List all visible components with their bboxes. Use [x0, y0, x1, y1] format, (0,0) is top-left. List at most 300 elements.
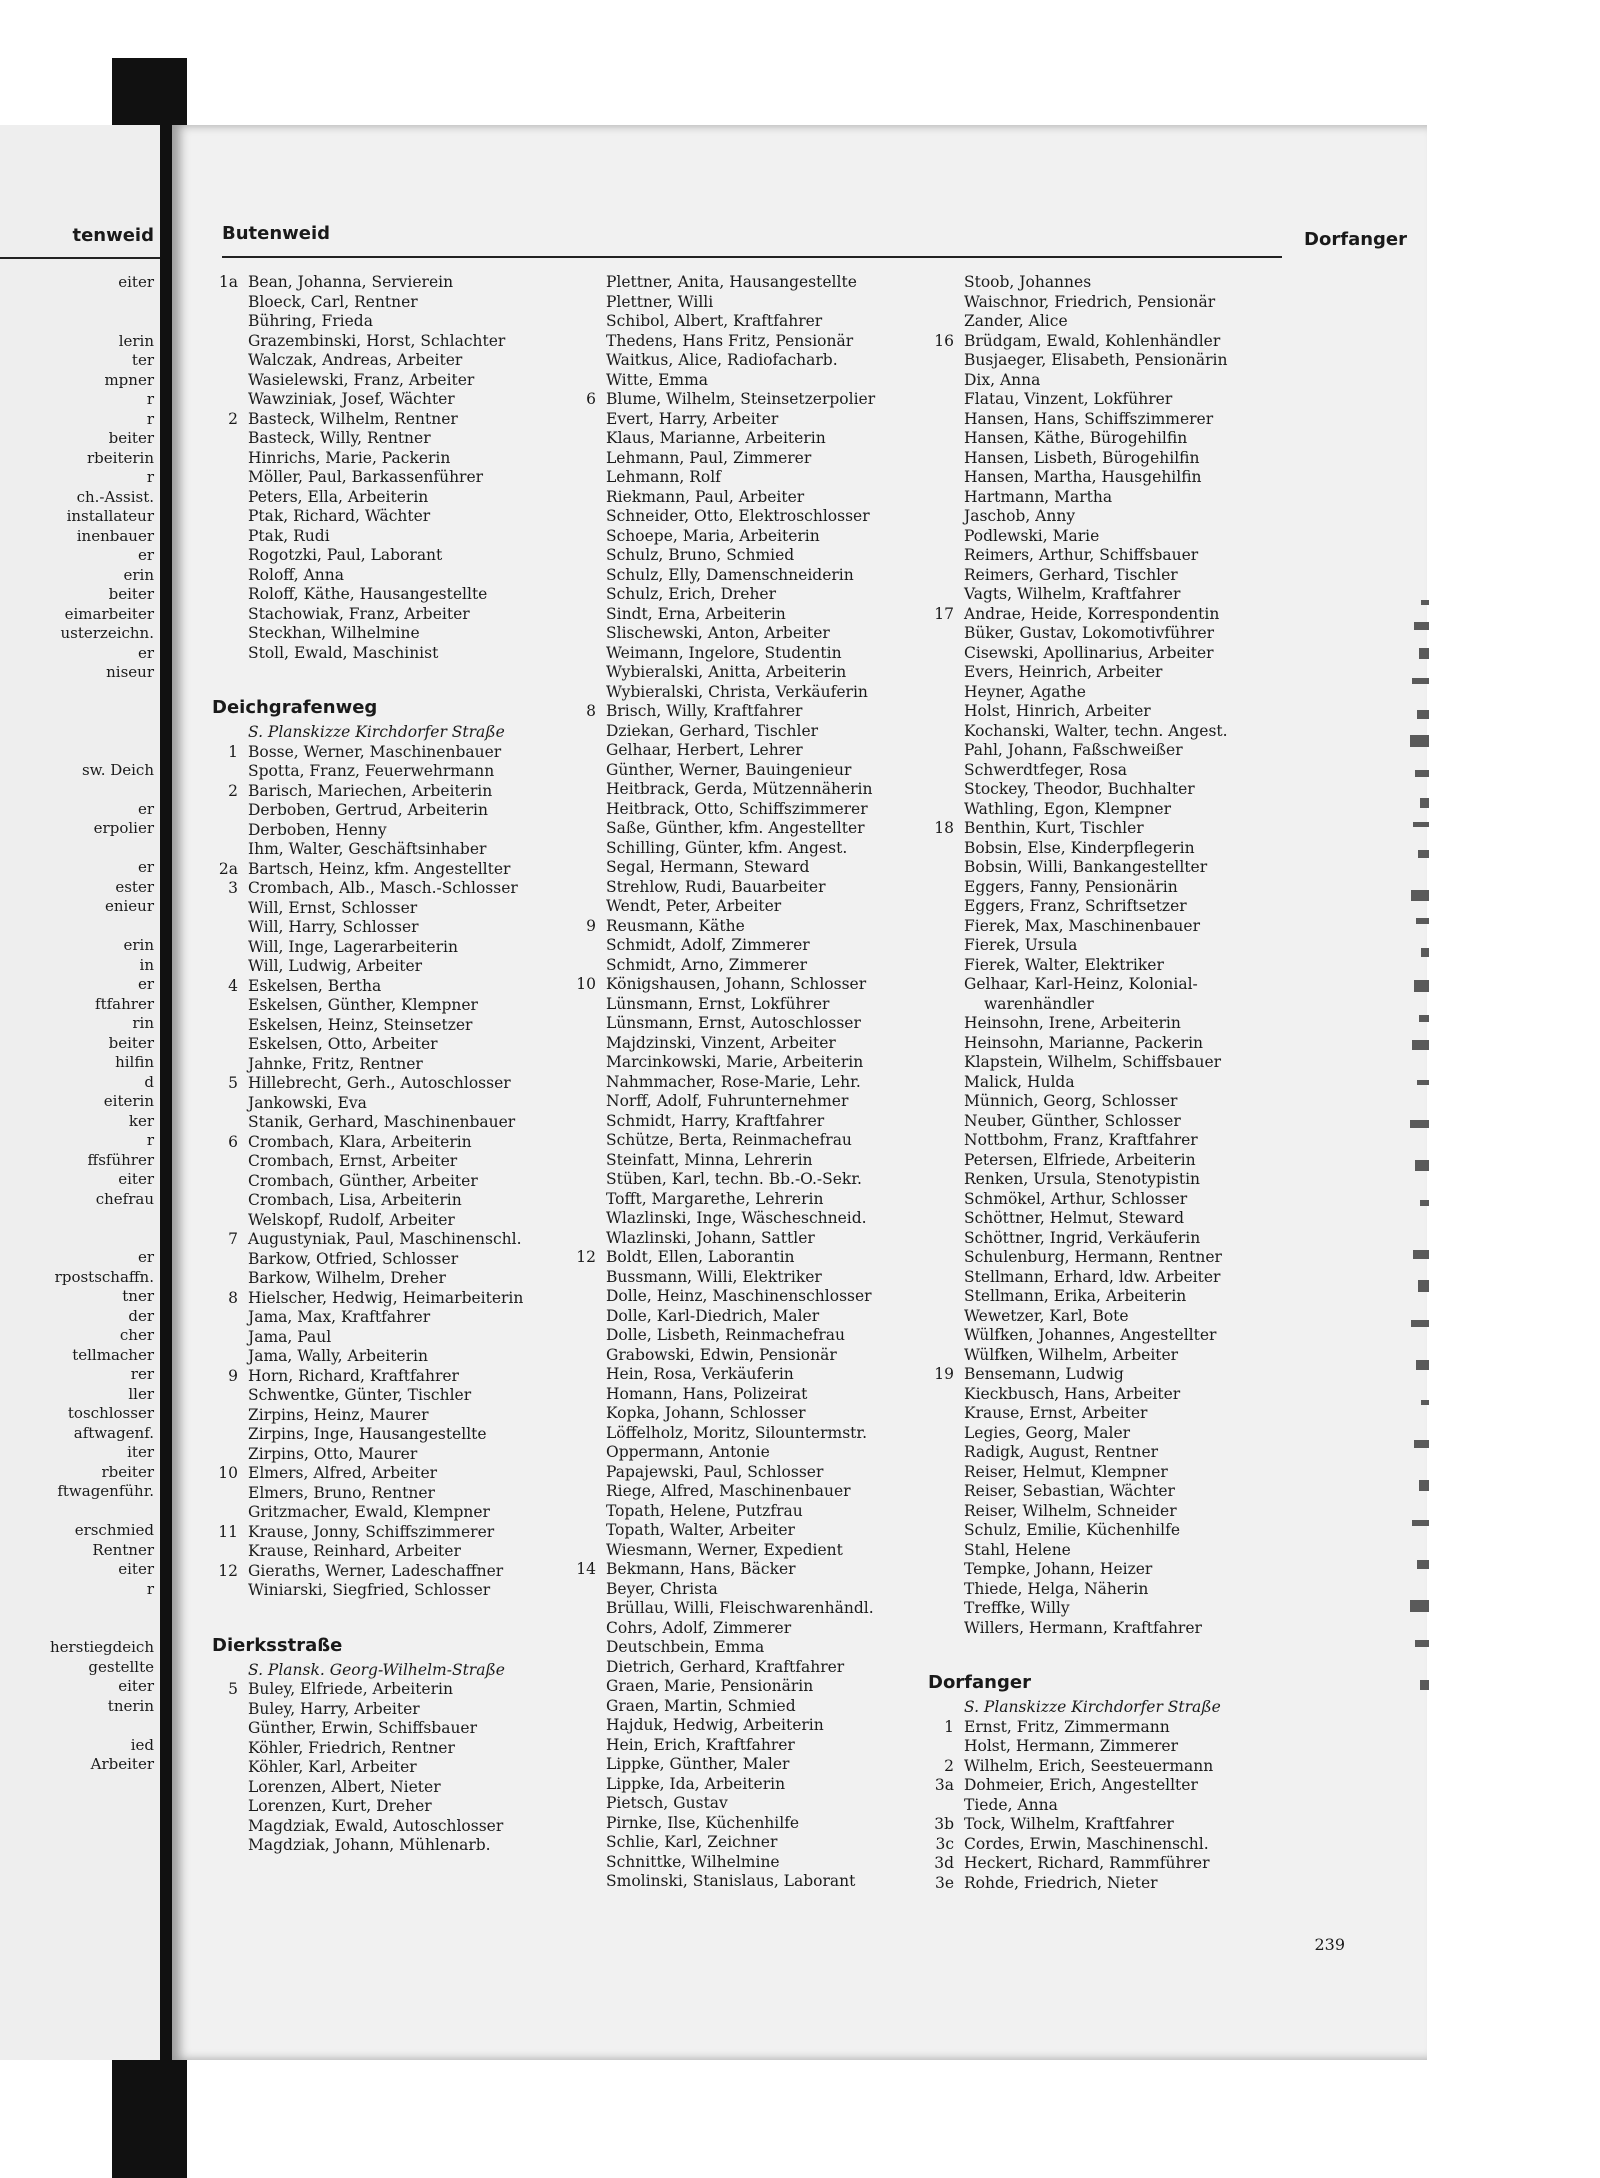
resident-entry [570, 1131, 915, 1151]
resident-entry [570, 1326, 915, 1346]
resident-name-occupation: Malick, Hulda [964, 1072, 1075, 1091]
bleed-mark [1416, 918, 1429, 924]
resident-name-occupation: Pahl, Johann, Faßschweißer [964, 741, 1183, 759]
resident-entry [212, 801, 557, 821]
resident-name-occupation: Grabowski, Edwin, Pensionär [606, 1345, 837, 1364]
resident-name-occupation: Cordes, Erwin, Maschinenschl. [964, 1834, 1209, 1853]
resident-name-occupation: Flatau, Vinzent, Lokführer [964, 390, 1173, 408]
resident-entry [928, 702, 1288, 722]
resident-name-occupation: Topath, Walter, Arbeiter [606, 1521, 795, 1539]
resident-name-occupation: Graen, Marie, Pensionärin [606, 1677, 814, 1695]
resident-entry [928, 312, 1288, 332]
resident-name-occupation: Schoepe, Maria, Arbeiterin [606, 526, 820, 545]
resident-entry [570, 702, 915, 722]
resident-name-occupation: Norff, Adolf, Fuhrunternehmer [606, 1092, 849, 1110]
running-head-right: Dorfanger [1304, 229, 1407, 250]
left-page-fragment-line: installateur [66, 507, 154, 525]
resident-entry [212, 1386, 557, 1406]
resident-name-occupation: Bobsin, Else, Kinderpflegerin [964, 838, 1195, 857]
resident-entry [928, 1560, 1288, 1580]
resident-name-occupation: Heitbrack, Otto, Schiffszimmerer [606, 799, 868, 818]
resident-name-occupation: Beyer, Christa [606, 1579, 718, 1598]
house-number: 19 [934, 1365, 954, 1383]
left-page-fragment-line: er [137, 1248, 154, 1266]
resident-entry [570, 1209, 915, 1229]
resident-entry [570, 449, 915, 469]
resident-name-occupation: Hartmann, Martha [964, 487, 1113, 506]
left-page-fragment-line: er [137, 643, 154, 662]
resident-name-occupation: Jahnke, Fritz, Rentner [248, 1054, 423, 1073]
resident-entry [212, 1464, 557, 1484]
resident-entry [212, 1758, 557, 1778]
resident-entry [570, 410, 915, 430]
resident-entry [928, 819, 1288, 839]
resident-entry [212, 1172, 557, 1192]
resident-name-occupation: Holst, Hinrich, Arbeiter [964, 702, 1151, 720]
resident-entry [928, 1815, 1288, 1835]
left-page-fragment-line: erin [123, 936, 154, 954]
resident-name-occupation: Podlewski, Marie [964, 526, 1100, 545]
resident-entry [212, 1152, 557, 1172]
resident-entry [570, 332, 915, 352]
resident-entry [570, 1112, 915, 1132]
resident-name-occupation: Dolle, Heinz, Maschinenschlosser [606, 1287, 872, 1305]
house-number: 9 [228, 1366, 238, 1385]
resident-entry [212, 644, 557, 664]
resident-name-occupation: Busjaeger, Elisabeth, Pensionärin [964, 351, 1228, 369]
resident-name-occupation: Gieraths, Werner, Ladeschaffner [248, 1561, 504, 1580]
resident-entry [570, 1404, 915, 1424]
bleed-mark [1421, 600, 1429, 605]
resident-name-occupation: Kieckbusch, Hans, Arbeiter [964, 1384, 1181, 1403]
resident-name-occupation: Münnich, Georg, Schlosser [964, 1092, 1178, 1110]
left-page-fragment-line: ffsführer [87, 1150, 154, 1169]
header-rule [222, 256, 1282, 258]
resident-entry [928, 1580, 1288, 1600]
resident-entry [928, 936, 1288, 956]
resident-name-occupation: Reiser, Helmut, Klempner [964, 1462, 1168, 1481]
resident-name-occupation: Gelhaar, Karl-Heinz, Kolonial- [964, 975, 1198, 993]
resident-name-occupation: Stockey, Theodor, Buchhalter [964, 780, 1195, 798]
resident-name-occupation: Segal, Hermann, Steward [606, 858, 810, 876]
resident-entry [570, 761, 915, 781]
resident-name-occupation: Günther, Werner, Bauingenieur [606, 760, 852, 779]
house-number: 14 [576, 1560, 596, 1578]
resident-name-occupation: Homann, Hans, Polizeirat [606, 1384, 808, 1403]
house-number: 5 [228, 1680, 238, 1698]
left-page-fragment-line: aftwagenf. [73, 1423, 154, 1442]
resident-entry [570, 722, 915, 742]
resident-name-occupation: Gelhaar, Herbert, Lehrer [606, 741, 803, 759]
resident-entry [212, 371, 557, 391]
bleed-mark [1415, 1640, 1429, 1647]
resident-name-occupation: Brüdgam, Ewald, Kohlenhändler [964, 331, 1221, 350]
left-page-fragment-line: r [146, 468, 154, 486]
resident-entry [570, 1248, 915, 1268]
resident-entry [928, 1346, 1288, 1366]
left-page-fragment-line: er [137, 546, 154, 564]
resident-entry [928, 741, 1288, 761]
left-page-fragment-line: mpner [104, 370, 154, 389]
resident-entry [570, 1034, 915, 1054]
house-number: 4 [228, 976, 238, 995]
resident-name-occupation: Benthin, Kurt, Tischler [964, 819, 1144, 837]
resident-name-occupation: Lorenzen, Albert, Nieter [248, 1777, 441, 1796]
resident-entry [212, 1406, 557, 1426]
resident-name-occupation: Barkow, Wilhelm, Dreher [248, 1269, 446, 1287]
resident-entry [928, 1209, 1288, 1229]
resident-name-occupation: Crombach, Günther, Arbeiter [248, 1171, 478, 1190]
section-gap [212, 1601, 557, 1627]
resident-entry [570, 312, 915, 332]
resident-name-occupation: Crombach, Ernst, Arbeiter [248, 1152, 458, 1170]
resident-entry [928, 1326, 1288, 1346]
resident-name-occupation: Bekmann, Hans, Bäcker [606, 1560, 796, 1578]
resident-entry [570, 429, 915, 449]
resident-name-occupation: Schulz, Elly, Damenschneiderin [606, 565, 854, 584]
resident-name-occupation: Brüllau, Willi, Fleischwarenhändl. [606, 1599, 874, 1617]
left-page-fragment-line: rbeiterin [87, 448, 154, 467]
left-page-fragment-line: hilfin [115, 1053, 154, 1071]
resident-entry [928, 800, 1288, 820]
resident-entry [570, 1677, 915, 1697]
resident-name-occupation: Schulz, Bruno, Schmied [606, 546, 795, 564]
resident-entry [212, 546, 557, 566]
resident-name-occupation: Fierek, Walter, Elektriker [964, 955, 1164, 974]
resident-name-occupation: Schmidt, Arno, Zimmerer [606, 955, 808, 974]
resident-entry [212, 312, 557, 332]
resident-entry [928, 1248, 1288, 1268]
left-page-fragment-line: ester [115, 877, 154, 896]
house-number: 3 [228, 879, 238, 897]
resident-name-occupation: Reimers, Gerhard, Tischler [964, 565, 1178, 584]
resident-name-occupation: Spotta, Franz, Feuerwehrmann [248, 762, 495, 780]
bleed-mark [1415, 770, 1429, 777]
house-number: 2 [944, 1756, 954, 1775]
resident-entry [570, 1073, 915, 1093]
resident-entry [212, 879, 557, 899]
resident-entry [212, 938, 557, 958]
resident-name-occupation: Topath, Helene, Putzfrau [606, 1501, 803, 1520]
resident-name-occupation: Willers, Hermann, Kraftfahrer [964, 1618, 1202, 1637]
resident-entry [212, 351, 557, 371]
resident-entry [928, 761, 1288, 781]
resident-name-occupation: Papajewski, Paul, Schlosser [606, 1462, 824, 1481]
plan-reference: S. Planskizze Kirchdorfer Straße [248, 723, 505, 741]
resident-name-occupation: Stachowiak, Franz, Arbeiter [248, 604, 470, 623]
resident-name-occupation: Hansen, Hans, Schiffszimmerer [964, 409, 1214, 428]
resident-entry [570, 1560, 915, 1580]
resident-name-occupation: Hillebrecht, Gerh., Autoschlosser [248, 1074, 511, 1092]
resident-entry [928, 1385, 1288, 1405]
resident-entry [928, 468, 1288, 488]
resident-name-occupation: Schlie, Karl, Zeichner [606, 1833, 778, 1851]
resident-name-occupation: Wlazlinski, Inge, Wäscheschneid. [606, 1209, 867, 1227]
resident-entry [570, 663, 915, 683]
bleed-mark [1419, 1480, 1429, 1491]
resident-entry [570, 546, 915, 566]
resident-entry [212, 1719, 557, 1739]
resident-entry [928, 273, 1288, 293]
resident-name-occupation: Crombach, Lisa, Arbeiterin [248, 1191, 462, 1209]
resident-name-occupation: Reiser, Sebastian, Wächter [964, 1482, 1175, 1500]
resident-entry [212, 449, 557, 469]
resident-name-occupation: Krause, Jonny, Schiffszimmerer [248, 1522, 495, 1541]
resident-entry [570, 1736, 915, 1756]
resident-name-occupation: Stoll, Ewald, Maschinist [248, 643, 439, 662]
resident-name-occupation: Zirpins, Otto, Maurer [248, 1444, 418, 1463]
resident-entry [928, 488, 1288, 508]
resident-entry [212, 1367, 557, 1387]
bleed-mark [1414, 980, 1429, 992]
resident-name-occupation: Bloeck, Carl, Rentner [248, 292, 418, 311]
resident-entry [212, 1113, 557, 1133]
resident-entry [570, 800, 915, 820]
resident-name-occupation: Bensemann, Ludwig [964, 1365, 1124, 1383]
resident-name-occupation: Eskelsen, Bertha [248, 976, 382, 995]
resident-name-occupation: Graen, Martin, Schmied [606, 1696, 796, 1715]
left-page-fragment-line: chefrau [95, 1189, 154, 1208]
resident-entry [928, 1404, 1288, 1424]
house-number: 10 [576, 975, 596, 993]
resident-entry [928, 1619, 1288, 1639]
right-page [172, 125, 1427, 2060]
left-page-fragment-line: eiter [118, 1560, 154, 1578]
house-number: 3a [934, 1776, 954, 1794]
resident-entry [570, 897, 915, 917]
resident-entry [928, 1541, 1288, 1561]
resident-name-occupation: Dix, Anna [964, 370, 1041, 389]
resident-name-occupation: Tempke, Johann, Heizer [964, 1560, 1153, 1578]
resident-name-occupation: Saße, Günther, kfm. Angestellter [606, 819, 865, 837]
resident-entry [212, 1836, 557, 1856]
resident-entry [212, 996, 557, 1016]
bleed-mark [1414, 622, 1429, 630]
resident-entry [570, 507, 915, 527]
bleed-mark [1410, 1120, 1429, 1128]
resident-name-occupation: Stanik, Gerhard, Maschinenbauer [248, 1113, 516, 1131]
resident-entry [212, 1016, 557, 1036]
bleed-mark [1412, 678, 1429, 684]
house-number: 12 [218, 1561, 238, 1580]
margin-bleed-marks [1395, 560, 1435, 1710]
resident-entry [570, 644, 915, 664]
section-gap [928, 1638, 1288, 1664]
left-page-fragment-line: eimarbeiter [64, 604, 154, 623]
resident-name-occupation: Königshausen, Johann, Schlosser [606, 975, 867, 993]
resident-name-occupation: Vagts, Wilhelm, Kraftfahrer [964, 585, 1181, 603]
resident-name-occupation: Stahl, Helene [964, 1540, 1071, 1559]
resident-name-occupation: Barisch, Mariechen, Arbeiterin [248, 781, 493, 800]
resident-name-occupation: Lehmann, Paul, Zimmerer [606, 448, 812, 467]
resident-entry [570, 1853, 915, 1873]
bleed-mark [1419, 648, 1429, 659]
resident-entry [212, 429, 557, 449]
resident-entry [928, 897, 1288, 917]
house-number: 2a [218, 859, 238, 878]
resident-entry [570, 780, 915, 800]
resident-entry [570, 858, 915, 878]
resident-entry [928, 585, 1288, 605]
resident-entry [212, 821, 557, 841]
resident-entry [570, 1170, 915, 1190]
resident-entry [928, 975, 1288, 995]
left-page-fragment-line: er [137, 799, 154, 818]
resident-name-occupation: Jaschob, Anny [964, 507, 1076, 525]
resident-name-occupation: Bussmann, Willi, Elektriker [606, 1267, 822, 1286]
resident-entry [570, 1443, 915, 1463]
resident-name-occupation: Heyner, Agathe [964, 682, 1086, 701]
resident-entry [212, 1035, 557, 1055]
bleed-mark [1420, 1200, 1429, 1206]
resident-name-occupation: Waitkus, Alice, Radiofacharb. [606, 351, 838, 369]
plan-reference: S. Planskizze Kirchdorfer Straße [964, 1698, 1221, 1716]
resident-name-occupation: Nottbohm, Franz, Kraftfahrer [964, 1131, 1198, 1149]
bleed-mark [1413, 1250, 1429, 1259]
resident-entry [570, 566, 915, 586]
resident-entry [928, 1131, 1288, 1151]
resident-name-occupation: Eskelsen, Heinz, Steinsetzer [248, 1015, 473, 1034]
resident-name-occupation: Welskopf, Rudolf, Arbeiter [248, 1210, 455, 1229]
resident-entry [570, 1482, 915, 1502]
resident-name-occupation: Thiede, Helga, Näherin [964, 1579, 1149, 1598]
left-page-fragment-line: Rentner [92, 1540, 154, 1559]
resident-entry [928, 449, 1288, 469]
bleed-mark [1417, 1560, 1429, 1569]
resident-entry [570, 1619, 915, 1639]
resident-name-occupation: Zander, Alice [964, 312, 1068, 330]
resident-name-occupation: Witte, Emma [606, 370, 709, 389]
bleed-mark [1417, 1080, 1429, 1085]
resident-name-occupation: Hansen, Lisbeth, Bürogehilfin [964, 448, 1200, 467]
resident-name-occupation: Schwentke, Günter, Tischler [248, 1386, 472, 1404]
resident-name-occupation: Bühring, Frieda [248, 312, 373, 330]
plan-reference-line [212, 723, 557, 743]
resident-entry [570, 371, 915, 391]
left-page-fragment-line: sw. Deich [81, 760, 154, 779]
resident-name-occupation: Petersen, Elfriede, Arbeiterin [964, 1150, 1196, 1169]
resident-name-occupation: Hinrichs, Marie, Packerin [248, 448, 451, 467]
left-page-fragment-line: erschmied [74, 1521, 154, 1539]
resident-name-occupation: Weimann, Ingelore, Studentin [606, 643, 842, 662]
house-number: 7 [228, 1230, 238, 1248]
resident-name-occupation: Legies, Georg, Maler [964, 1423, 1131, 1442]
resident-entry [928, 1112, 1288, 1132]
resident-entry [570, 1014, 915, 1034]
resident-name-occupation: Wybieralski, Christa, Verkäuferin [606, 682, 868, 701]
resident-name-occupation: Plettner, Willi [606, 292, 714, 311]
resident-entry [928, 995, 1288, 1015]
resident-entry [928, 1737, 1288, 1757]
resident-entry [928, 293, 1288, 313]
resident-entry [212, 1094, 557, 1114]
resident-name-occupation: Ptak, Rudi [248, 526, 330, 545]
resident-entry [212, 1680, 557, 1700]
resident-entry [570, 1658, 915, 1678]
resident-name-occupation: Pirnke, Ilse, Küchenhilfe [606, 1813, 800, 1832]
left-page-fragment-line: iter [127, 1443, 154, 1461]
resident-entry [212, 1230, 557, 1250]
resident-name-occupation: Waischnor, Friedrich, Pensionär [964, 292, 1216, 311]
resident-entry [212, 957, 557, 977]
left-page-fragment-line: er [137, 858, 154, 876]
resident-name-occupation: Pietsch, Gustav [606, 1794, 728, 1812]
bleed-mark [1411, 890, 1429, 901]
resident-entry [928, 1521, 1288, 1541]
resident-entry [212, 762, 557, 782]
resident-entry [570, 975, 915, 995]
resident-entry [570, 390, 915, 410]
resident-name-occupation: Wilhelm, Erich, Seesteuermann [964, 1756, 1214, 1775]
left-page-fragment-line: ter [131, 351, 154, 369]
resident-name-occupation: Heckert, Richard, Rammführer [964, 1854, 1210, 1872]
resident-entry [212, 1445, 557, 1465]
resident-name-occupation: Fierek, Ursula [964, 936, 1078, 954]
plan-reference-line [212, 1661, 557, 1681]
resident-entry [212, 332, 557, 352]
section-gap [212, 663, 557, 689]
left-page-fragment-line: eiter [118, 1677, 154, 1695]
resident-entry [570, 1385, 915, 1405]
resident-entry [928, 332, 1288, 352]
left-page-fragment-line: ftwagenführ. [57, 1482, 154, 1500]
resident-entry [928, 1268, 1288, 1288]
left-page-fragment-line: ied [130, 1735, 154, 1754]
resident-name-occupation: Cisewski, Apollinarius, Arbeiter [964, 643, 1214, 662]
resident-entry [928, 351, 1288, 371]
resident-entry [928, 1092, 1288, 1112]
resident-entry [928, 1718, 1288, 1738]
left-page-fragment-line: cher [119, 1326, 154, 1344]
resident-entry [928, 1463, 1288, 1483]
resident-entry [570, 605, 915, 625]
resident-name-occupation: Reusmann, Käthe [606, 916, 745, 935]
resident-name-occupation: Stellmann, Erhard, ldw. Arbeiter [964, 1267, 1221, 1286]
resident-name-occupation: Bean, Johanna, Servierein [248, 273, 454, 291]
resident-entry [570, 1599, 915, 1619]
resident-entry [212, 390, 557, 410]
resident-name-occupation: Wendt, Peter, Arbeiter [606, 897, 782, 915]
resident-name-occupation: Roloff, Käthe, Hausangestellte [248, 585, 488, 603]
resident-name-occupation: Lünsmann, Ernst, Lokführer [606, 994, 830, 1013]
resident-entry [570, 1268, 915, 1288]
bleed-mark [1412, 1520, 1429, 1526]
resident-entry [570, 1775, 915, 1795]
resident-name-occupation: Magdziak, Ewald, Autoschlosser [248, 1816, 504, 1835]
resident-entry [212, 1191, 557, 1211]
resident-entry [928, 1874, 1288, 1894]
resident-name-occupation: Crombach, Alb., Masch.-Schlosser [248, 879, 518, 897]
resident-name-occupation: Buley, Harry, Arbeiter [248, 1699, 420, 1718]
left-page-fragment-line: rpostschaffn. [54, 1267, 154, 1286]
resident-entry [212, 566, 557, 586]
house-number: 9 [586, 916, 596, 935]
resident-name-occupation: Plettner, Anita, Hausangestellte [606, 273, 857, 291]
resident-entry [928, 1502, 1288, 1522]
resident-entry [212, 1074, 557, 1094]
resident-entry [212, 1523, 557, 1543]
resident-entry [928, 1443, 1288, 1463]
resident-entry [928, 956, 1288, 976]
resident-name-occupation: Riekmann, Paul, Arbeiter [606, 487, 805, 506]
resident-entry [212, 1778, 557, 1798]
resident-entry [212, 1817, 557, 1837]
resident-entry [570, 1151, 915, 1171]
resident-entry [212, 782, 557, 802]
resident-entry [928, 1482, 1288, 1502]
resident-name-occupation: Rogotzki, Paul, Laborant [248, 546, 443, 564]
resident-entry [570, 917, 915, 937]
